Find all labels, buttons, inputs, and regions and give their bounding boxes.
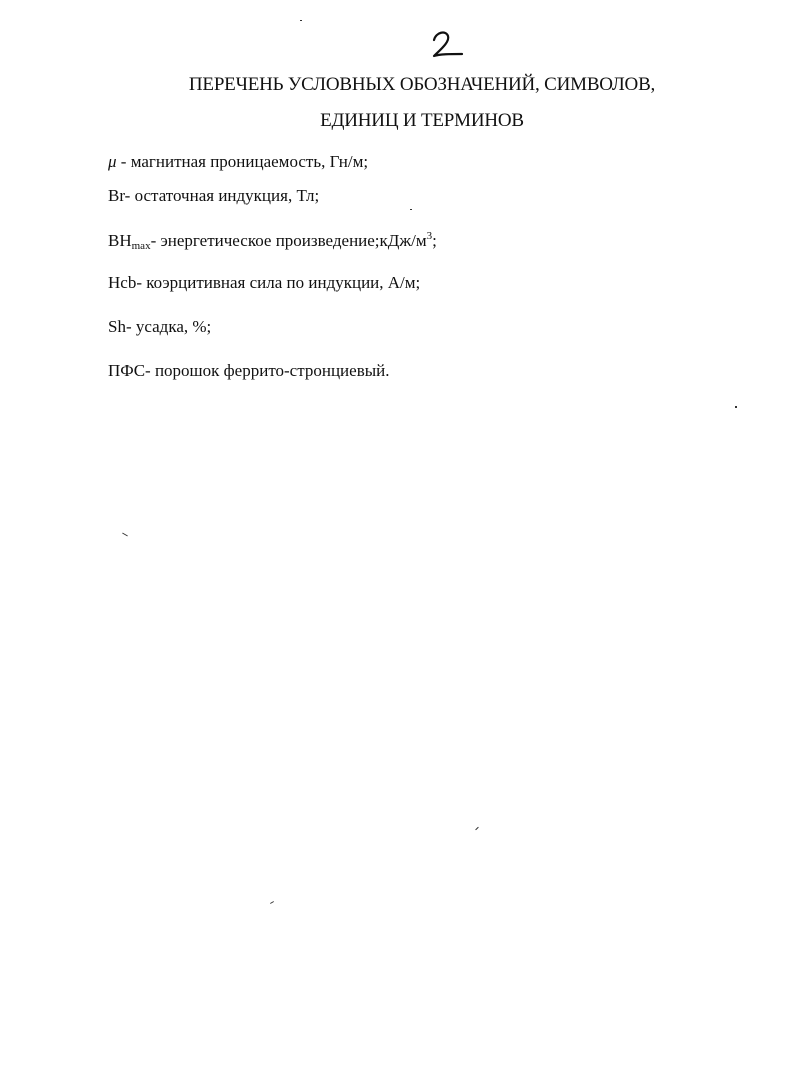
entry-coercive-force [108,273,420,293]
entry-text: - коэрцитивная сила по индукции, А/м; [136,273,421,292]
entry-text: - порошок феррито-стронциевый. [145,361,390,380]
entry-text-end: ; [432,231,437,250]
handwritten-number-two [428,24,468,64]
entry-text: - усадка, %; [125,317,212,336]
scan-speck [300,20,302,21]
scan-speck [410,209,412,210]
heading-line-2: ЕДИНИЦ И ТЕРМИНОВ [320,110,524,131]
entry-symbol-subscript: max [131,240,151,252]
entry-symbol: Br [108,186,125,205]
entry-symbol: ПФС [108,361,146,380]
scan-speck [475,827,479,831]
entry-powder [108,361,390,381]
scan-speck [122,533,128,537]
scan-speck [735,406,737,408]
entry-text: - магнитная проницаемость, Гн/м; [116,152,369,171]
heading-line-1: ПЕРЕЧЕНЬ УСЛОВНЫХ ОБОЗНАЧЕНИЙ, СИМВОЛОВ, [188,74,656,95]
entry-energy-product [108,230,437,252]
entry-symbol: μ [108,152,117,171]
entry-shrinkage [108,317,211,337]
entry-text: - энергетическое произведение;кДж/м [150,231,427,250]
entry-unit-superscript: 3 [426,230,433,242]
scan-speck [270,901,274,904]
entry-symbol: Sh [108,317,126,336]
entry-symbol: BH [108,231,132,250]
entry-permeability [108,152,368,172]
handwritten-page-number [428,24,468,64]
entry-text: - остаточная индукция, Тл; [124,186,320,205]
entry-remanence [108,186,319,206]
entry-symbol: Hcb [108,273,137,292]
